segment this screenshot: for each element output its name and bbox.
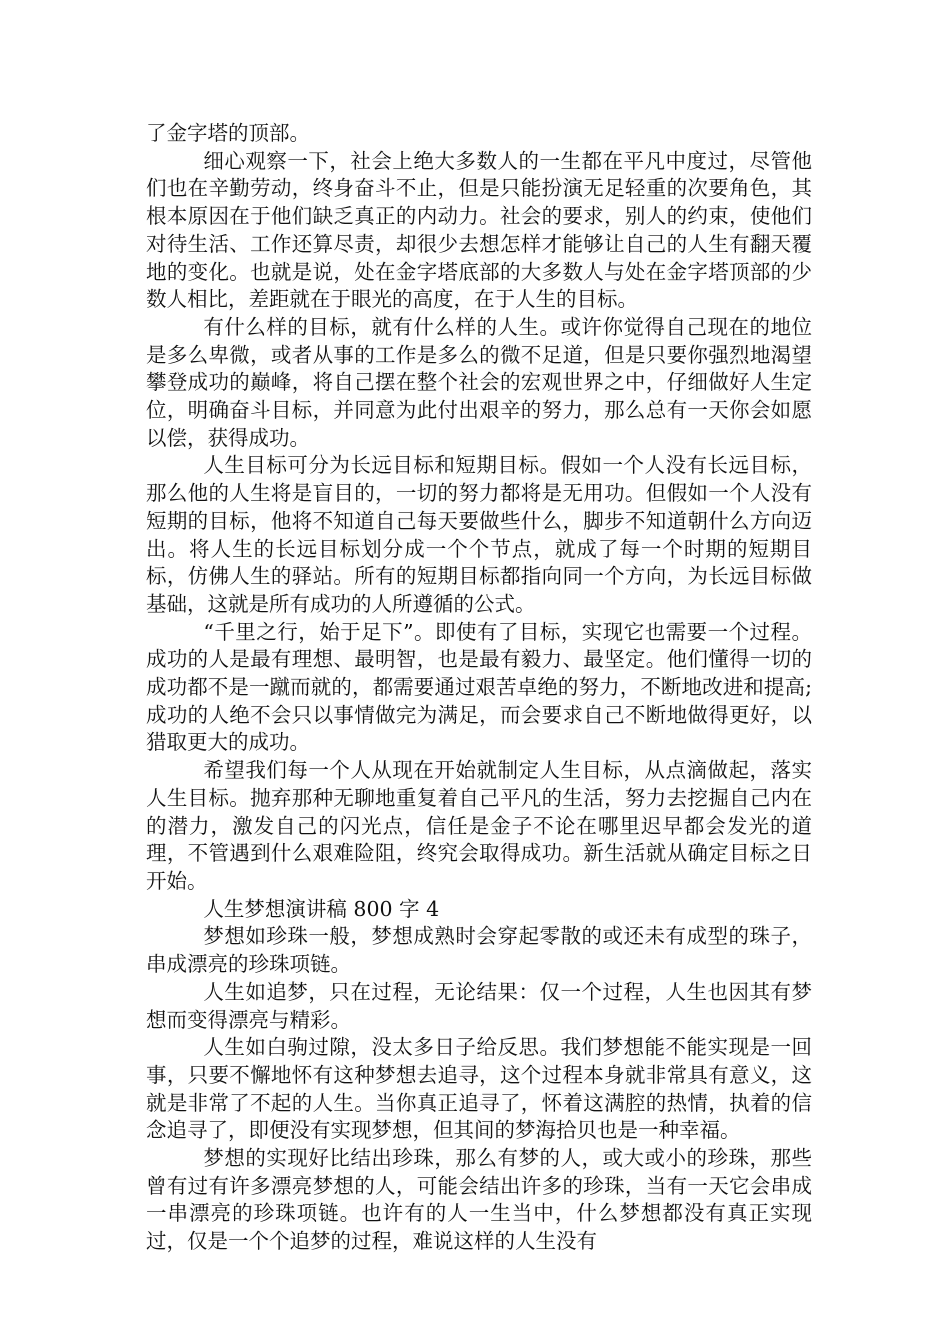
paragraph: 梦想如珍珠一般，梦想成熟时会穿起零散的或还未有成型的珠子，串成漂亮的珍珠项链。 [146, 924, 812, 977]
paragraph: 人生如白驹过隙，没太多日子给反思。我们梦想能不能实现是一回事，只要不懈地怀有这种梦想去追寻，这个过程本身就非常具有意义，这就是非常了不起的人生。当你真正追寻了，怀着这满腔的热情，执着的信念追寻了，即便没有实现梦想，但其间的梦海拾贝也是一种幸福。 [146, 1035, 812, 1143]
paragraph: 人生如追梦，只在过程，无论结果：仅一个过程，人生也因其有梦想而变得漂亮与精彩。 [146, 979, 812, 1032]
document-body [146, 120, 812, 1256]
paragraph: 细心观察一下，社会上绝大多数人的一生都在平凡中度过，尽管他们也在辛勤劳动，终身奋斗不止，但是只能扮演无足轻重的次要角色，其根本原因在于他们缺乏真正的内动力。社会的要求，别人的约束，使他们对待生活、工作还算尽责，却很少去想怎样才能够让自己的人生有翻天覆地的变化。也就是说，处在金字塔底部的大多数人与处在金字塔顶部的少数人相比，差距就在于眼光的高度，在于人生的目标。 [146, 148, 812, 312]
paragraph: 梦想的实现好比结出珍珠，那么有梦的人，或大或小的珍珠，那些曾有过有许多漂亮梦想的人，可能会结出许多的珍珠，当有一天它会串成一串漂亮的珍珠项链。也许有的人一生当中，什么梦想都没有真正实现过，仅是一个个追梦的过程，难说这样的人生没有 [146, 1146, 812, 1254]
paragraph: “千里之行，始于足下”。即使有了目标，实现它也需要一个过程。成功的人是最有理想、最明智，也是最有毅力、最坚定。他们懂得一切的成功都不是一蹴而就的，都需要通过艰苦卓绝的努力，不断地改进和提高;成功的人绝不会只以事情做完为满足，而会要求自己不断地做得更好，以猎取更大的成功。 [146, 619, 812, 755]
paragraph: 了金字塔的顶部。 [146, 121, 310, 145]
paragraph: 希望我们每一个人从现在开始就制定人生目标，从点滴做起，落实人生目标。抛弃那种无聊地重复着自己平凡的生活，努力去挖掘自己内在的潜力，激发自己的闪光点，信任是金子不论在哪里迟早都会发光的道理，不管遇到什么艰难险阻，终究会取得成功。新生活就从确定目标之日开始。 [146, 758, 812, 893]
paragraph: 有什么样的目标，就有什么样的人生。或许你觉得自己现在的地位是多么卑微，或者从事的工作是多么的微不足道，但是只要你强烈地渴望攀登成功的巅峰，将自己摆在整个社会的宏观世界之中，仔细做好人生定位，明确奋斗目标，并同意为此付出艰辛的努力，那么总有一天你会如愿以偿，获得成功。 [146, 314, 812, 450]
section-heading: 人生梦想演讲稿 800 字 4 [203, 896, 440, 921]
paragraph: 人生目标可分为长远目标和短期目标。假如一个人没有长远目标，那么他的人生将是盲目的，一切的努力都将是无用功。但假如一个人没有短期的目标，他将不知道自己每天要做些什么，脚步不知道朝什么方向迈出。将人生的长远目标划分成一个个节点，就成了每一个时期的短期目标，仿佛人生的驿站。所有的短期目标都指向同一个方向，为长远目标做基础，这就是所有成功的人所遵循的公式。 [146, 453, 812, 616]
